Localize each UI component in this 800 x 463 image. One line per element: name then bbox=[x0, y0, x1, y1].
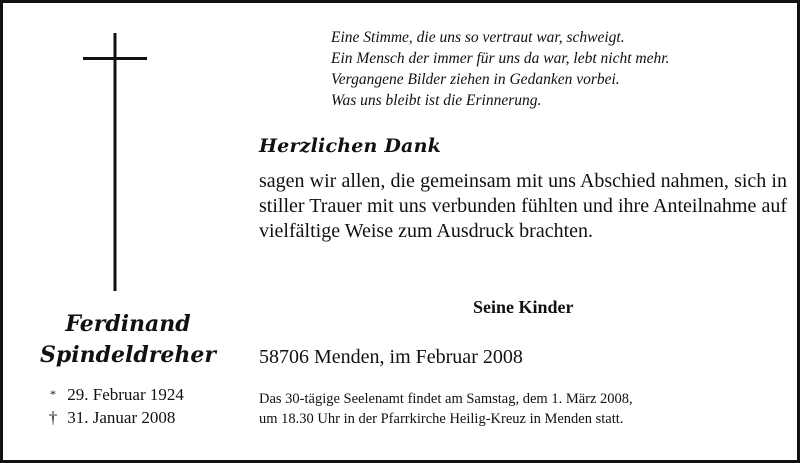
death-date: 31. Januar 2008 bbox=[67, 408, 176, 427]
cross-icon bbox=[83, 33, 147, 291]
signature: Seine Kinder bbox=[473, 297, 574, 317]
birth-row bbox=[43, 383, 184, 406]
poem-line: Was uns bleibt ist die Erinnerung. bbox=[331, 92, 542, 109]
poem-line: Eine Stimme, die uns so vertraut war, schweigt. bbox=[331, 29, 625, 46]
mass-notice bbox=[259, 389, 759, 429]
mass-notice-line: Das 30-tägige Seelenamt findet am Samstag, dem 1. März 2008, bbox=[259, 391, 633, 407]
deceased-first-name: Ferdinand bbox=[65, 311, 191, 337]
birth-star-icon: * bbox=[50, 387, 56, 401]
death-row bbox=[43, 406, 184, 429]
poem bbox=[331, 27, 791, 111]
place-date: 58706 Menden, im Februar 2008 bbox=[259, 346, 523, 368]
birth-date: 29. Februar 1924 bbox=[67, 385, 184, 404]
poem-line: Vergangene Bilder ziehen in Gedanken vorbei. bbox=[331, 71, 620, 88]
poem-line: Ein Mensch der immer für uns da war, lebt nicht mehr. bbox=[331, 50, 670, 67]
death-cross-icon: † bbox=[48, 408, 58, 427]
thanks-text: sagen wir allen, die gemeinsam mit uns Abschied nahmen, sich in stiller Trauer mit uns verbunden fühlten und ihre Anteilnahme auf vielfältige Weise zum Ausdruck brachten. bbox=[259, 170, 787, 242]
deceased-last-name: Spindeldreher bbox=[40, 342, 216, 368]
thanks-heading: Herzlichen Dank bbox=[259, 135, 441, 157]
mass-notice-line: um 18.30 Uhr in der Pfarrkirche Heilig-Kreuz in Menden statt. bbox=[259, 411, 624, 427]
life-dates bbox=[43, 383, 184, 429]
